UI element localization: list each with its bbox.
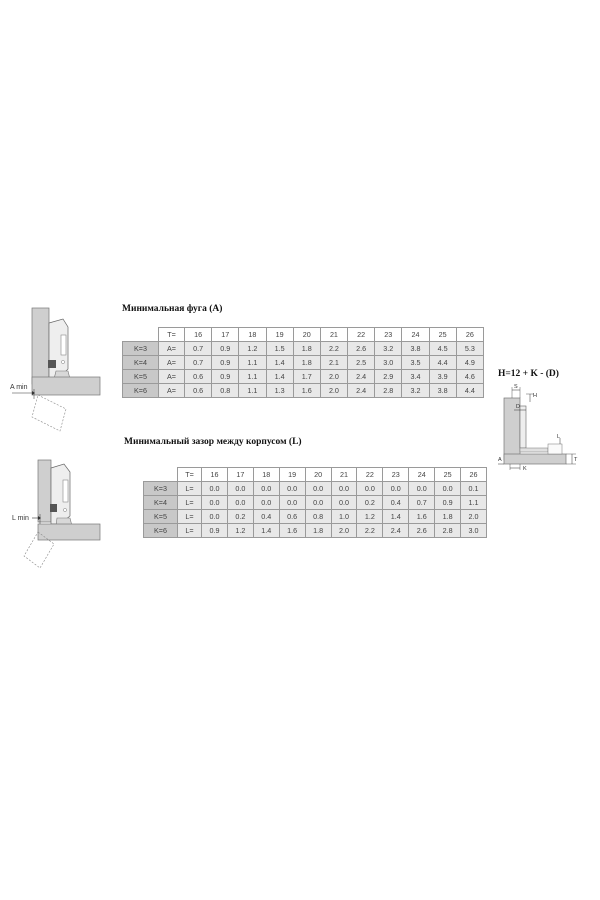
table-cell: 2.0	[331, 524, 357, 538]
row-symbol: A=	[159, 370, 185, 384]
table-cell: 0.0	[279, 482, 305, 496]
table-cell: 0.6	[279, 510, 305, 524]
header-t-label: T=	[178, 468, 202, 482]
table-cell: 2.6	[348, 342, 375, 356]
table-row	[144, 510, 487, 524]
header-t-value: 17	[212, 328, 239, 342]
header-t-label: T=	[159, 328, 185, 342]
table-cell: 1.0	[331, 510, 357, 524]
table-cell: 0.0	[202, 482, 228, 496]
table-cell: 0.0	[357, 482, 383, 496]
header-t-value: 22	[357, 468, 383, 482]
table-cell: 5.3	[456, 342, 483, 356]
row-k-label: K=4	[144, 496, 178, 510]
table-row	[144, 482, 487, 496]
table-cell: 3.0	[375, 356, 402, 370]
header-t-value: 17	[227, 468, 253, 482]
table-cell: 0.7	[185, 356, 212, 370]
table-cell: 0.0	[253, 482, 279, 496]
header-t-value: 20	[305, 468, 331, 482]
row-symbol: A=	[159, 342, 185, 356]
header-t-value: 25	[435, 468, 461, 482]
table-cell: 4.6	[456, 370, 483, 384]
table-cell: 1.8	[305, 524, 331, 538]
table-cell: 0.0	[202, 510, 228, 524]
table-cell: 1.5	[266, 342, 293, 356]
table-cell: 2.4	[383, 524, 409, 538]
header-t-value: 23	[375, 328, 402, 342]
table-cell: 0.9	[212, 342, 239, 356]
row-k-label: K=3	[144, 482, 178, 496]
table-cell: 1.1	[239, 370, 266, 384]
table-cell: 0.0	[279, 496, 305, 510]
table-cell: 1.2	[357, 510, 383, 524]
table-cell: 2.4	[348, 384, 375, 398]
table-cell: 0.0	[305, 496, 331, 510]
table-cell: 4.9	[456, 356, 483, 370]
table-cell: 0.0	[331, 482, 357, 496]
table-cell: 0.2	[227, 510, 253, 524]
table-row	[123, 370, 484, 384]
table-cell: 0.9	[435, 496, 461, 510]
table-cell: 2.5	[348, 356, 375, 370]
row-k-label: K=5	[144, 510, 178, 524]
table-cell: 1.6	[293, 384, 320, 398]
table-cell: 2.0	[320, 370, 347, 384]
header-t-value: 24	[402, 328, 429, 342]
table-cell: 2.8	[435, 524, 461, 538]
row-k-label: K=4	[123, 356, 159, 370]
row-symbol: L=	[178, 524, 202, 538]
header-t-value: 16	[202, 468, 228, 482]
table-row	[144, 524, 487, 538]
label-t: T	[574, 457, 578, 463]
table-cell: 0.4	[383, 496, 409, 510]
table-cell: 3.5	[402, 356, 429, 370]
label-l: L	[557, 434, 561, 440]
row-k-label: K=3	[123, 342, 159, 356]
table-cell: 0.2	[357, 496, 383, 510]
table-cell: 2.4	[348, 370, 375, 384]
table-cell: 1.4	[266, 370, 293, 384]
header-t-value: 26	[461, 468, 487, 482]
table-cell: 1.2	[239, 342, 266, 356]
row-symbol: A=	[159, 356, 185, 370]
table-cell: 0.7	[409, 496, 435, 510]
table-cell: 0.9	[212, 370, 239, 384]
h-formula: H=12 + K - (D)	[498, 369, 559, 379]
table-a-title: Минимальная фуга (A)	[122, 304, 223, 314]
table-cell: 3.8	[429, 384, 456, 398]
table-cell: 0.0	[202, 496, 228, 510]
table-cell: 1.2	[227, 524, 253, 538]
table-cell: 1.7	[293, 370, 320, 384]
header-t-value: 20	[293, 328, 320, 342]
table-cell: 2.1	[320, 356, 347, 370]
table-cell: 1.8	[293, 342, 320, 356]
table-cell: 3.0	[461, 524, 487, 538]
label-s: S	[514, 384, 518, 390]
header-blank	[144, 468, 178, 482]
table-cell: 0.0	[227, 496, 253, 510]
row-k-label: K=6	[123, 384, 159, 398]
table-cell: 0.0	[305, 482, 331, 496]
header-t-value: 16	[185, 328, 212, 342]
header-t-value: 18	[239, 328, 266, 342]
label-h: H	[533, 393, 537, 399]
table-cell: 0.0	[253, 496, 279, 510]
table-cell: 4.5	[429, 342, 456, 356]
table-cell: 0.6	[185, 370, 212, 384]
table-row	[123, 356, 484, 370]
table-cell: 3.8	[402, 342, 429, 356]
header-t-value: 21	[331, 468, 357, 482]
figure-h-diagram	[496, 380, 596, 475]
table-cell: 1.1	[239, 384, 266, 398]
figure-a-min	[8, 305, 108, 435]
table-a	[122, 327, 484, 398]
figure-a-label: A min	[10, 384, 28, 391]
header-t-value: 19	[266, 328, 293, 342]
figure-l-min	[8, 458, 108, 573]
table-cell: 0.0	[227, 482, 253, 496]
table-cell: 0.0	[383, 482, 409, 496]
table-cell: 0.1	[461, 482, 487, 496]
header-t-value: 24	[409, 468, 435, 482]
table-cell: 2.6	[409, 524, 435, 538]
table-row	[144, 496, 487, 510]
table-cell: 3.9	[429, 370, 456, 384]
table-cell: 1.4	[253, 524, 279, 538]
header-t-value: 19	[279, 468, 305, 482]
table-cell: 2.2	[320, 342, 347, 356]
table-cell: 4.4	[429, 356, 456, 370]
table-cell: 1.1	[239, 356, 266, 370]
table-row	[123, 342, 484, 356]
table-l	[143, 467, 487, 538]
row-k-label: K=6	[144, 524, 178, 538]
table-cell: 2.8	[375, 384, 402, 398]
table-cell: 1.4	[383, 510, 409, 524]
header-t-value: 21	[320, 328, 347, 342]
table-cell: 1.6	[409, 510, 435, 524]
header-t-value: 18	[253, 468, 279, 482]
table-cell: 2.2	[357, 524, 383, 538]
table-cell: 4.4	[456, 384, 483, 398]
header-blank	[123, 328, 159, 342]
row-symbol: A=	[159, 384, 185, 398]
table-cell: 0.0	[435, 482, 461, 496]
label-a: A	[498, 457, 502, 463]
table-cell: 3.2	[375, 342, 402, 356]
table-cell: 1.3	[266, 384, 293, 398]
table-cell: 0.0	[409, 482, 435, 496]
table-cell: 1.1	[461, 496, 487, 510]
table-cell: 2.0	[320, 384, 347, 398]
header-t-value: 26	[456, 328, 483, 342]
table-cell: 1.8	[293, 356, 320, 370]
table-cell: 0.0	[331, 496, 357, 510]
header-t-value: 22	[348, 328, 375, 342]
header-t-value: 23	[383, 468, 409, 482]
label-k: K	[523, 466, 527, 472]
row-symbol: L=	[178, 496, 202, 510]
table-cell: 0.9	[212, 356, 239, 370]
table-cell: 3.2	[402, 384, 429, 398]
table-cell: 2.0	[461, 510, 487, 524]
table-cell: 3.4	[402, 370, 429, 384]
row-k-label: K=5	[123, 370, 159, 384]
table-cell: 0.9	[202, 524, 228, 538]
header-t-value: 25	[429, 328, 456, 342]
table-cell: 0.8	[212, 384, 239, 398]
row-symbol: L=	[178, 510, 202, 524]
table-cell: 1.6	[279, 524, 305, 538]
table-l-title: Минимальный зазор между корпусом (L)	[124, 437, 302, 447]
header-row	[144, 468, 487, 482]
table-cell: 2.9	[375, 370, 402, 384]
table-cell: 1.8	[435, 510, 461, 524]
table-cell: 0.6	[185, 384, 212, 398]
table-cell: 1.4	[266, 356, 293, 370]
figure-l-label: L min	[12, 515, 29, 522]
table-row	[123, 384, 484, 398]
table-cell: 0.7	[185, 342, 212, 356]
label-d: D	[516, 404, 520, 410]
header-row	[123, 328, 484, 342]
table-cell: 0.4	[253, 510, 279, 524]
table-cell: 0.8	[305, 510, 331, 524]
row-symbol: L=	[178, 482, 202, 496]
